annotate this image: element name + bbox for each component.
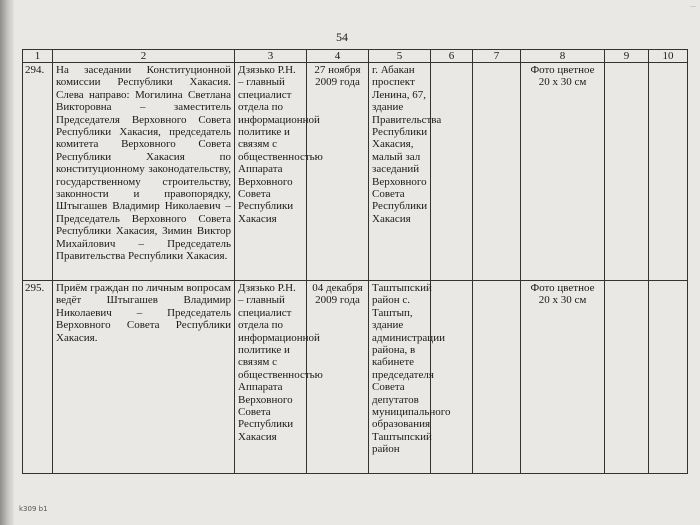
corner-mark: ... [690, 2, 696, 9]
photo-date: 04 декабря 2009 года [307, 281, 369, 474]
row-number: 294. [23, 63, 53, 281]
empty-cell [473, 281, 521, 474]
empty-cell [649, 281, 688, 474]
column-number-row [23, 50, 688, 63]
empty-cell [605, 281, 649, 474]
register-table [22, 49, 688, 474]
column-header: 5 [369, 50, 431, 63]
photo-author: Дзязько Р.Н. – главный специалист отдела по информационной политике и связям с общественностью Аппарата Верховного Совета Республики Хакасия [235, 281, 307, 474]
page-number: 54 [336, 30, 348, 44]
photo-place: г. Абакан проспект Ленина, 67, здание Правительства Республики Хакасия, малый зал заседаний Верховного Совета Республики Хакасия [369, 63, 431, 281]
empty-cell [431, 63, 473, 281]
column-header: 10 [649, 50, 688, 63]
photo-place: Таштыпский район с. Таштып, здание администрации района, в кабинете председателя Совета депутатов муниципального образования Таштыпский район [369, 281, 431, 474]
photo-description: Приём граждан по личным вопросам ведёт Штыгашев Владимир Николаевич – Председатель Верховного Совета Республики Хакасия. [53, 281, 235, 474]
empty-cell [473, 63, 521, 281]
column-header: 9 [605, 50, 649, 63]
photo-format: Фото цветное 20 х 30 см [521, 281, 605, 474]
column-header: 3 [235, 50, 307, 63]
column-header: 1 [23, 50, 53, 63]
row-number: 295. [23, 281, 53, 474]
column-header: 7 [473, 50, 521, 63]
footer-code: k309 b1 [19, 505, 48, 513]
photo-format: Фото цветное 20 х 30 см [521, 63, 605, 281]
photo-description: На заседании Конституционной комиссии Республики Хакасия. Слева направо: Могилина Светлана Викторовна – заместитель Председателя Верховного Совета Республики Хакасия, председатель комитета Верховного Совета Республики Хакасия по конституционному законодательству, государственному строительству, законности и правопорядку, Штыгашев Владимир Николаевич – Председатель Верховного Совета Республики Хакасия, Зимин Виктор Михайлович – Председатель Правительства Республики Хакасия. [53, 63, 235, 281]
table-row [23, 281, 688, 474]
column-header: 8 [521, 50, 605, 63]
column-header: 6 [431, 50, 473, 63]
column-header: 4 [307, 50, 369, 63]
column-header: 2 [53, 50, 235, 63]
photo-author: Дзязько Р.Н. – главный специалист отдела по информационной политике и связям с общественностью Аппарата Верховного Совета Республики Хакасия [235, 63, 307, 281]
empty-cell [605, 63, 649, 281]
photo-date: 27 ноября 2009 года [307, 63, 369, 281]
table-row [23, 63, 688, 281]
empty-cell [649, 63, 688, 281]
empty-cell [431, 281, 473, 474]
binding-edge [0, 0, 14, 525]
